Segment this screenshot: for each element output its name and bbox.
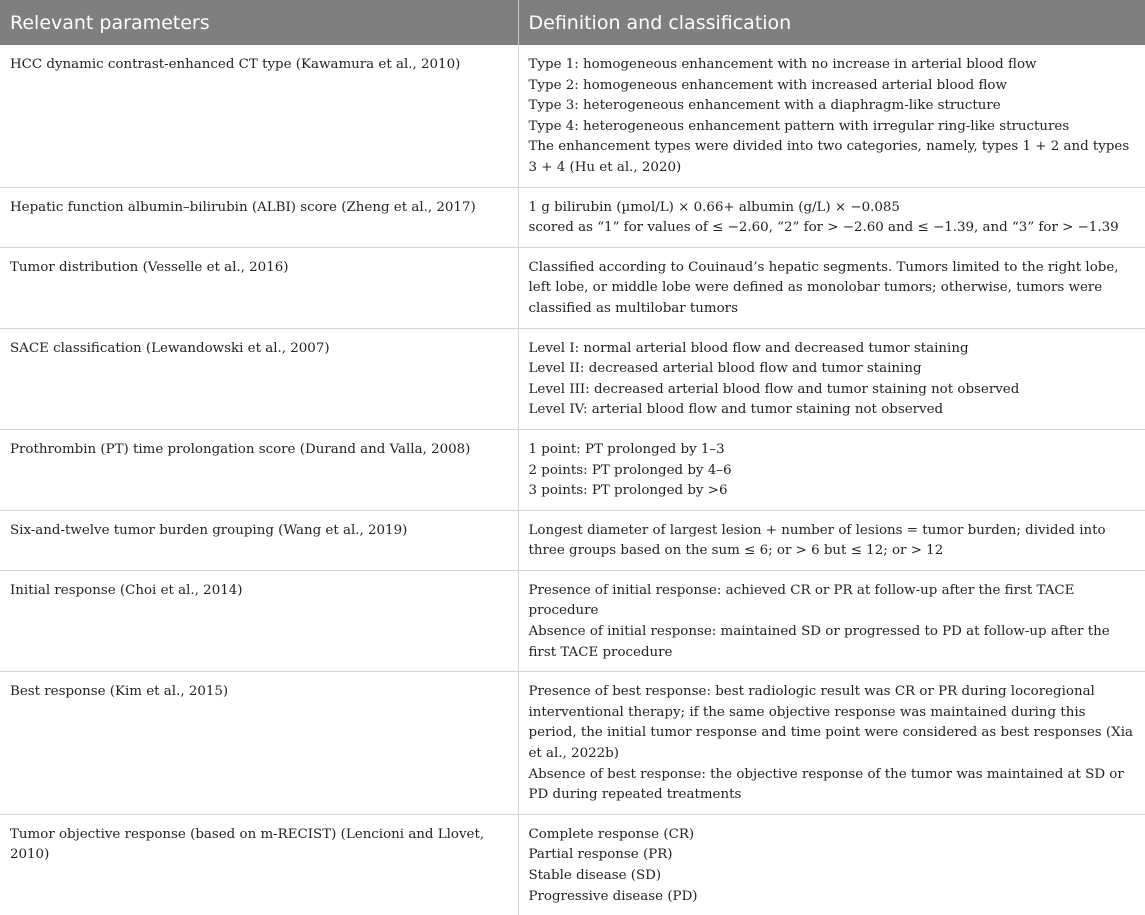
definition-cell	[518, 187, 1145, 247]
definition-line: Stable disease (SD)	[528, 868, 662, 883]
definition-line: 1 point: PT prolonged by 1–3	[528, 441, 725, 457]
definition-line: Longest diameter of largest lesion + number of lesions = tumor burden; divided into three groups based on the sum ≤ 6; or > 6 but ≤ 12; or > 12	[528, 522, 1106, 559]
definition-line: Type 1: homogeneous enhancement with no increase in arterial blood flow	[528, 57, 1037, 72]
definition-line: 1 g bilirubin (µmol/L) × 0.66+ albumin (g/L) × −0.085	[528, 199, 900, 215]
definition-cell	[518, 328, 1145, 429]
parameter-cell: Tumor objective response (based on m-RECIST) (Lencioni and Llovet, 2010)	[0, 814, 518, 915]
definition-line: Presence of initial response: achieved CR or PR at follow-up after the first TACE procedure	[528, 582, 1075, 619]
definition-line: Type 3: heterogeneous enhancement with a diaphragm-like structure	[528, 98, 1001, 114]
definition-cell	[518, 814, 1145, 915]
definition-line: Type 4: heterogeneous enhancement pattern with irregular ring-like structures	[528, 118, 1070, 134]
definition-line: Classified according to Couinaud’s hepatic segments. Tumors limited to the right lobe, left lobe, or middle lobe were defined as monolobar tumors; otherwise, tumors were classified as multilobar tumors	[528, 259, 1119, 316]
definition-line: Level II: decreased arterial blood flow and tumor staining	[528, 361, 922, 377]
parameter-cell: SACE classification (Lewandowski et al., 2007)	[0, 328, 518, 429]
parameter-cell: Initial response (Choi et al., 2014)	[0, 570, 518, 671]
table-row	[0, 45, 1145, 187]
table-row	[0, 187, 1145, 247]
definition-line: Type 2: homogeneous enhancement with increased arterial blood flow	[528, 77, 1007, 93]
table-row	[0, 328, 1145, 429]
header-definition-classification: Definition and classification	[518, 0, 1145, 45]
table-row	[0, 429, 1145, 510]
parameter-cell: Best response (Kim et al., 2015)	[0, 672, 518, 815]
definition-line: Presence of best response: best radiologic result was CR or PR during locoregional interventional therapy; if the same objective response was maintained during this period, the initial tumor response and time point were considered as best responses (Xia et al., 2022b)	[528, 684, 1133, 762]
definition-cell	[518, 45, 1145, 187]
definition-line: Partial response (PR)	[528, 847, 673, 863]
definition-line: The enhancement types were divided into two categories, namely, types 1 + 2 and types 3 + 4 (Hu et al., 2020)	[528, 139, 1130, 175]
table-row	[0, 814, 1145, 915]
table-row	[0, 570, 1145, 671]
definition-cell	[518, 570, 1145, 671]
definition-line: Complete response (CR)	[528, 826, 695, 842]
header-relevant-parameters: Relevant parameters	[0, 0, 518, 45]
table-row	[0, 510, 1145, 570]
definition-line: Level III: decreased arterial blood flow and tumor staining not observed	[528, 381, 1020, 397]
definition-line: 2 points: PT prolonged by 4–6	[528, 462, 732, 478]
definition-line: Level I: normal arterial blood flow and decreased tumor staining	[528, 340, 969, 356]
definition-cell	[518, 247, 1145, 328]
parameter-cell: HCC dynamic contrast-enhanced CT type (Kawamura et al., 2010)	[0, 45, 518, 187]
definition-line: Absence of initial response: maintained SD or progressed to PD at follow-up after the first TACE procedure	[528, 624, 1110, 660]
definition-cell	[518, 672, 1145, 815]
definition-line: Absence of best response: the objective response of the tumor was maintained at SD or PD during repeated treatments	[528, 766, 1124, 803]
definition-cell	[518, 510, 1145, 570]
definition-cell	[518, 429, 1145, 510]
table-row	[0, 247, 1145, 328]
table-header-row	[0, 0, 1145, 45]
table-row	[0, 672, 1145, 815]
definition-line: Level IV: arterial blood flow and tumor staining not observed	[528, 402, 944, 418]
definition-line: Progressive disease (PD)	[528, 888, 698, 904]
definition-line: scored as “1” for values of ≤ −2.60, “2” for > −2.60 and ≤ −1.39, and “3” for > −1.39	[528, 220, 1119, 236]
parameter-cell: Six-and-twelve tumor burden grouping (Wang et al., 2019)	[0, 510, 518, 570]
parameter-cell: Hepatic function albumin–bilirubin (ALBI) score (Zheng et al., 2017)	[0, 187, 518, 247]
parameter-cell: Tumor distribution (Vesselle et al., 2016)	[0, 247, 518, 328]
definition-line: 3 points: PT prolonged by >6	[528, 483, 728, 499]
parameter-cell: Prothrombin (PT) time prolongation score (Durand and Valla, 2008)	[0, 429, 518, 510]
